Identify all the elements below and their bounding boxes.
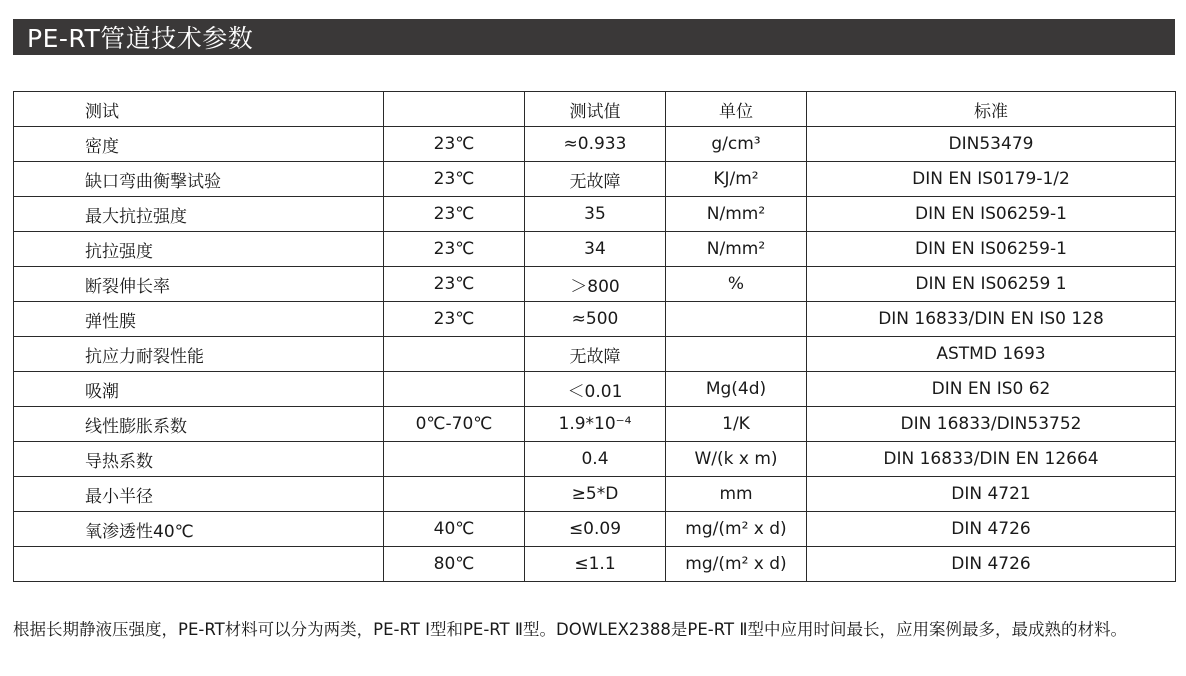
cell-value: ≈500 — [525, 302, 666, 337]
cell-condition: 0℃-70℃ — [384, 407, 525, 442]
cell-test: 吸潮 — [14, 372, 384, 407]
cell-test: 抗应力耐裂性能 — [14, 337, 384, 372]
table-row — [14, 442, 1176, 477]
table-row — [14, 372, 1176, 407]
cell-standard: DIN EN IS06259-1 — [807, 232, 1176, 267]
table-row — [14, 197, 1176, 232]
cell-standard: DIN 16833/DIN53752 — [807, 407, 1176, 442]
cell-unit: g/cm³ — [666, 127, 807, 162]
cell-standard: DIN 16833/DIN EN IS0 128 — [807, 302, 1176, 337]
cell-value: 34 — [525, 232, 666, 267]
cell-standard: ASTMD 1693 — [807, 337, 1176, 372]
cell-condition: 23℃ — [384, 127, 525, 162]
table-row — [14, 512, 1176, 547]
column-header-condition — [384, 92, 525, 127]
table-row — [14, 337, 1176, 372]
cell-unit: Mg(4d) — [666, 372, 807, 407]
cell-test: 密度 — [14, 127, 384, 162]
cell-test: 最小半径 — [14, 477, 384, 512]
cell-standard: DIN EN IS06259 1 — [807, 267, 1176, 302]
cell-test: 缺口弯曲衡撃试验 — [14, 162, 384, 197]
cell-value: 35 — [525, 197, 666, 232]
cell-unit: W/(k x m) — [666, 442, 807, 477]
cell-condition: 40℃ — [384, 512, 525, 547]
cell-standard: DIN EN IS0179-1/2 — [807, 162, 1176, 197]
cell-condition — [384, 442, 525, 477]
cell-condition — [384, 477, 525, 512]
cell-unit — [666, 337, 807, 372]
cell-value: ＞800 — [525, 267, 666, 302]
section-title-bar — [13, 19, 1175, 55]
cell-condition: 23℃ — [384, 162, 525, 197]
cell-test: 导热系数 — [14, 442, 384, 477]
cell-standard: DIN EN IS06259-1 — [807, 197, 1176, 232]
cell-standard: DIN EN IS0 62 — [807, 372, 1176, 407]
table-row — [14, 232, 1176, 267]
table-row — [14, 302, 1176, 337]
cell-standard: DIN 4721 — [807, 477, 1176, 512]
cell-condition: 23℃ — [384, 197, 525, 232]
footer-note: 根据长期静液压强度，PE-RT材料可以分为两类，PE-RT Ⅰ型和PE-RT Ⅱ型。DOWLEX2388是PE-RT Ⅱ型中应用时间最长，应用案例最多，最成熟的材料。 — [13, 620, 1127, 639]
cell-value: ＜0.01 — [525, 372, 666, 407]
cell-unit: N/mm² — [666, 232, 807, 267]
cell-unit: mg/(m² x d) — [666, 547, 807, 582]
column-header-standard: 标准 — [807, 92, 1176, 127]
cell-value: 1.9*10⁻⁴ — [525, 407, 666, 442]
cell-condition: 23℃ — [384, 232, 525, 267]
cell-standard: DIN53479 — [807, 127, 1176, 162]
cell-test: 弹性膜 — [14, 302, 384, 337]
cell-value: 0.4 — [525, 442, 666, 477]
cell-unit: % — [666, 267, 807, 302]
table-row — [14, 407, 1176, 442]
cell-unit: KJ/m² — [666, 162, 807, 197]
cell-test: 氧渗透性40℃ — [14, 512, 384, 547]
table-header-row — [14, 92, 1176, 127]
cell-value: ≈0.933 — [525, 127, 666, 162]
cell-unit — [666, 302, 807, 337]
table-row — [14, 547, 1176, 582]
cell-test: 线性膨胀系数 — [14, 407, 384, 442]
page-title: PE-RT管道技术参数 — [27, 24, 254, 53]
cell-standard: DIN 4726 — [807, 512, 1176, 547]
cell-value: ≤0.09 — [525, 512, 666, 547]
spec-table — [13, 91, 1176, 582]
cell-condition — [384, 337, 525, 372]
cell-standard: DIN 16833/DIN EN 12664 — [807, 442, 1176, 477]
cell-value: ≥5*D — [525, 477, 666, 512]
cell-condition — [384, 372, 525, 407]
cell-value: 无故障 — [525, 337, 666, 372]
table-row — [14, 162, 1176, 197]
cell-unit: 1/K — [666, 407, 807, 442]
cell-condition: 80℃ — [384, 547, 525, 582]
cell-value: 无故障 — [525, 162, 666, 197]
cell-unit: N/mm² — [666, 197, 807, 232]
table-row — [14, 477, 1176, 512]
cell-test: 断裂伸长率 — [14, 267, 384, 302]
cell-test — [14, 547, 384, 582]
table-row — [14, 127, 1176, 162]
column-header-test: 测试 — [14, 92, 384, 127]
cell-test: 抗拉强度 — [14, 232, 384, 267]
cell-value: ≤1.1 — [525, 547, 666, 582]
cell-condition: 23℃ — [384, 267, 525, 302]
table-row — [14, 267, 1176, 302]
column-header-value: 测试值 — [525, 92, 666, 127]
cell-condition: 23℃ — [384, 302, 525, 337]
cell-unit: mg/(m² x d) — [666, 512, 807, 547]
cell-unit: mm — [666, 477, 807, 512]
cell-standard: DIN 4726 — [807, 547, 1176, 582]
column-header-unit: 单位 — [666, 92, 807, 127]
cell-test: 最大抗拉强度 — [14, 197, 384, 232]
